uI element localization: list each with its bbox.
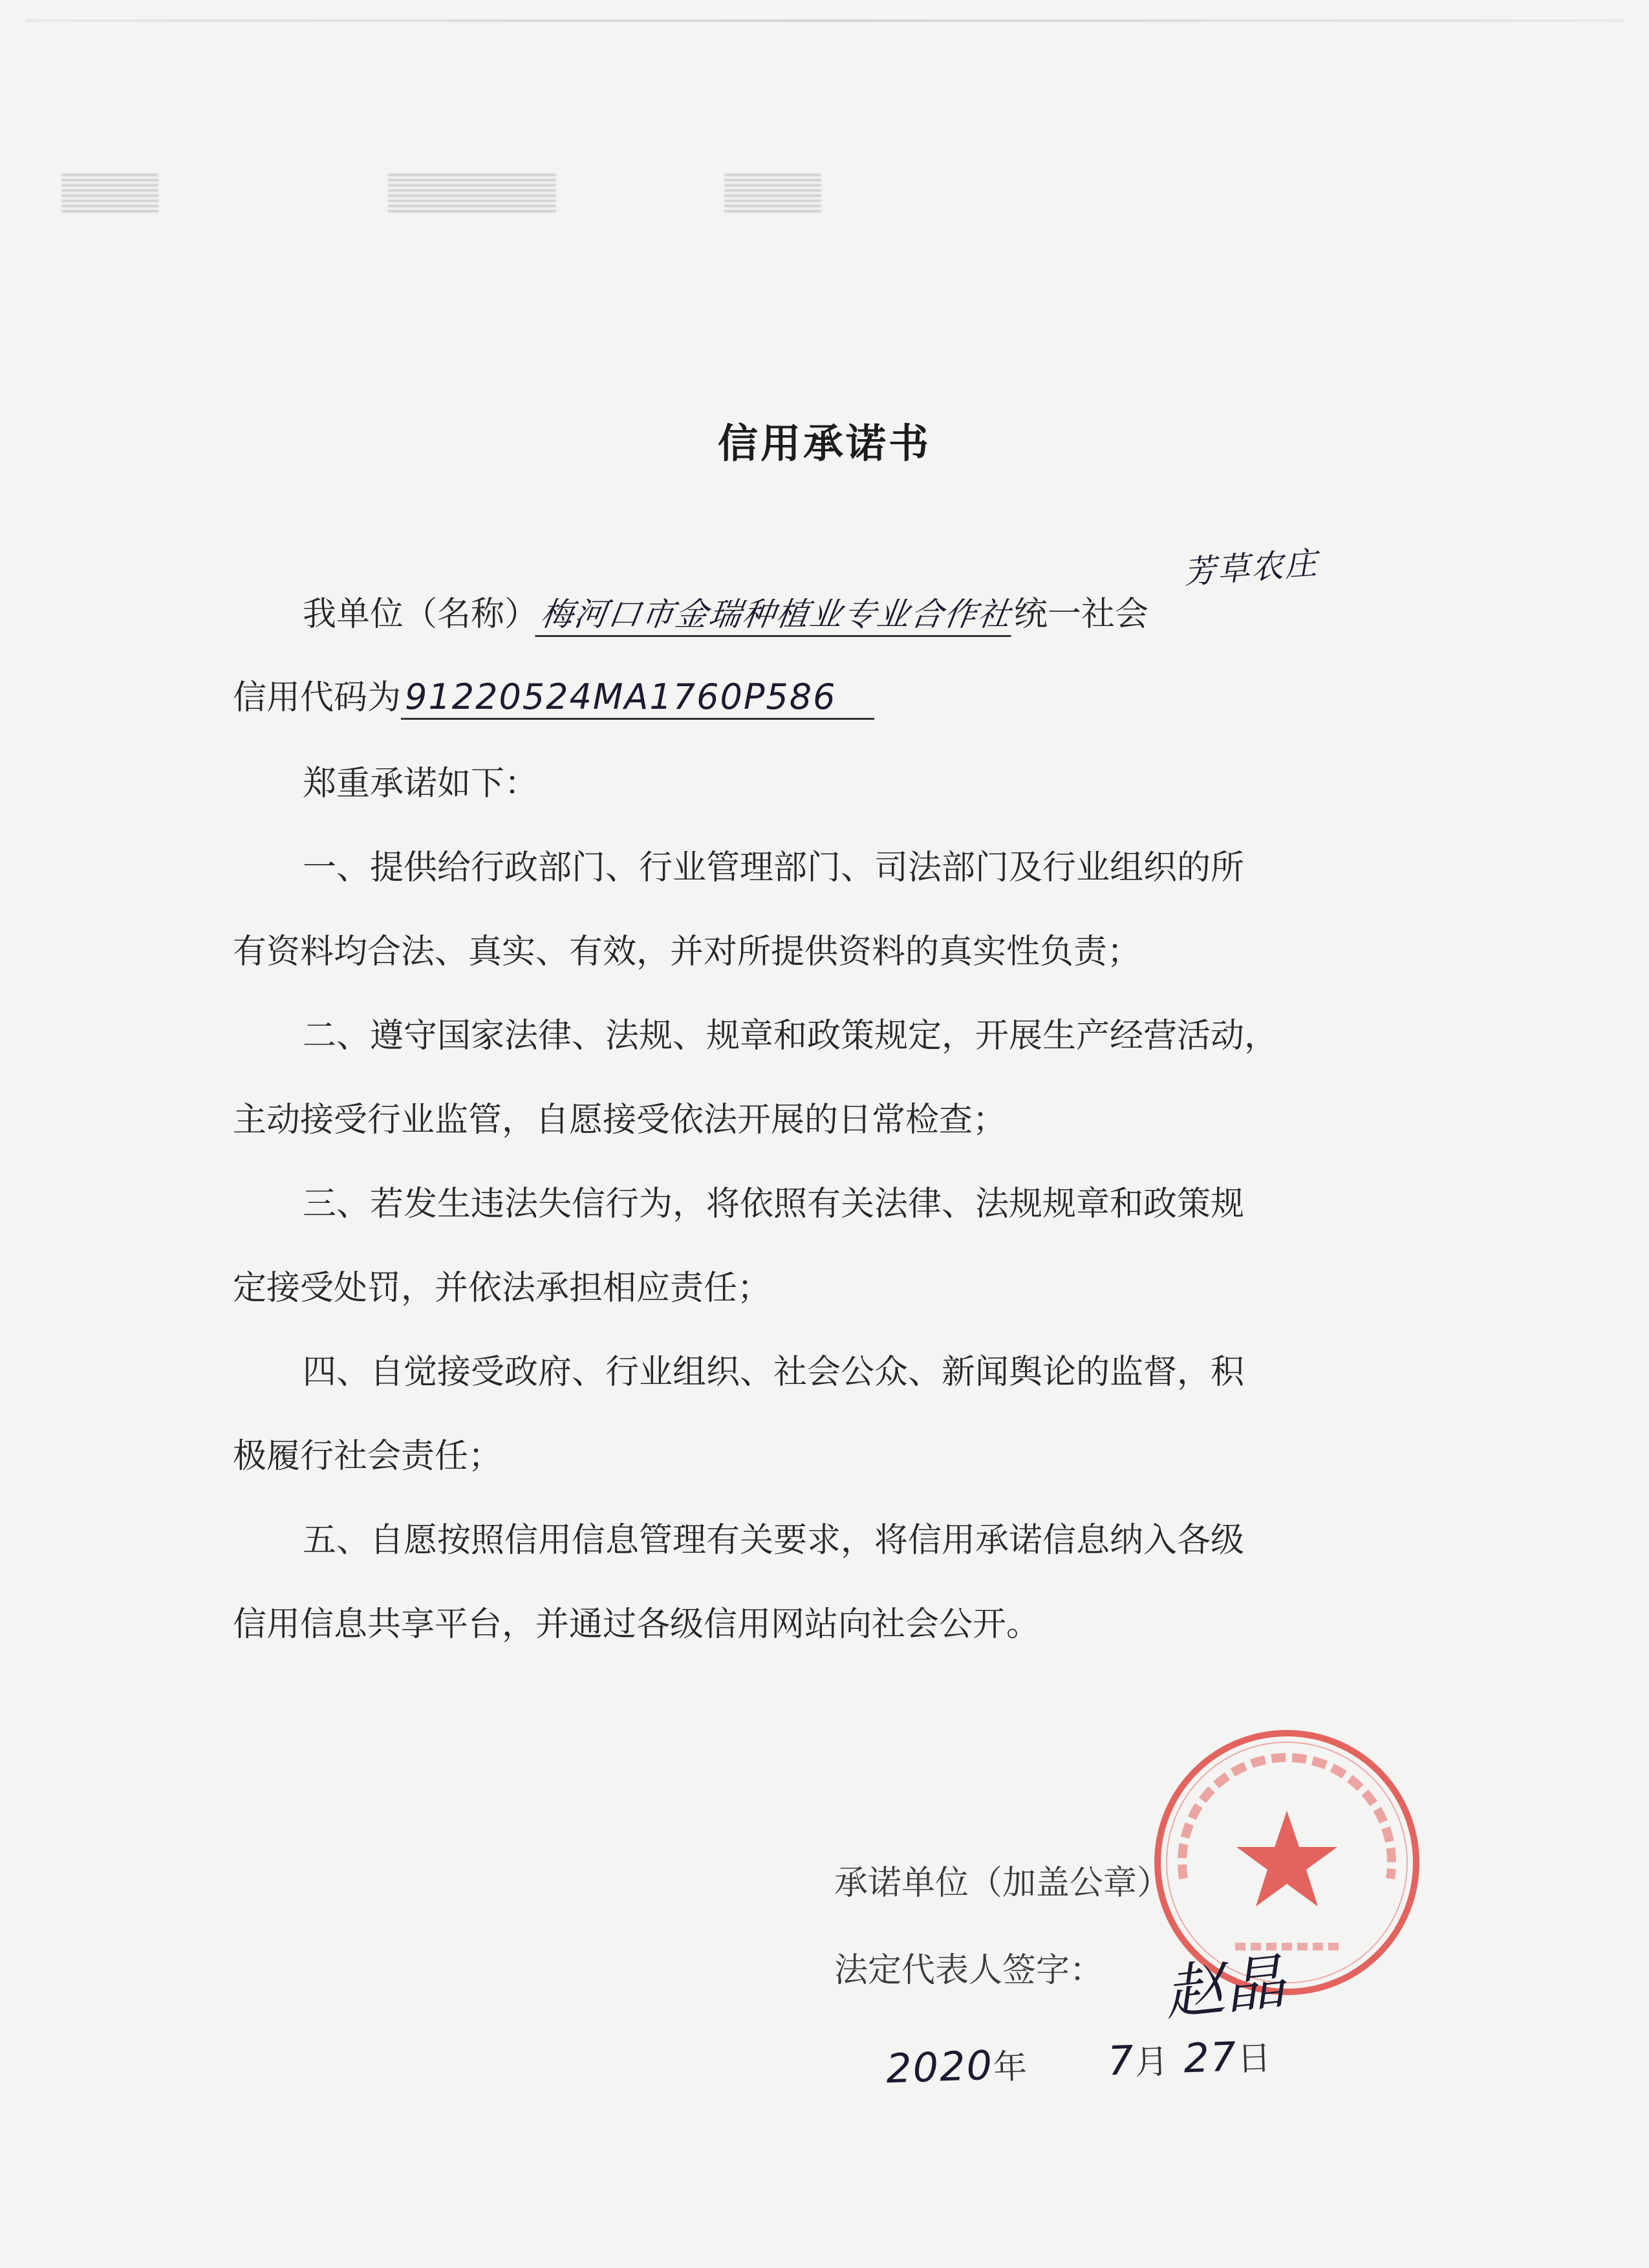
signing-date bbox=[885, 2031, 1273, 2093]
clause-5-line-2: 信用信息共享平台，并通过各级信用网站向社会公开。 bbox=[233, 1605, 1040, 1644]
clause-3-line-2: 定接受处罚，并依法承担相应责任； bbox=[233, 1269, 771, 1308]
company-name-handwritten: 梅河口市金瑞种植业专业合作社 bbox=[535, 594, 1017, 637]
clause-2-line-1: 二、遵守国家法律、法规、规章和政策规定，开展生产经营活动， bbox=[303, 1017, 1278, 1055]
credit-code-line bbox=[233, 676, 874, 720]
credit-code-value: 91220524MA1760P586 bbox=[401, 676, 874, 720]
clause-1-line-1: 一、提供给行政部门、行业管理部门、司法部门及行业组织的所 bbox=[303, 848, 1245, 887]
date-month: 7 bbox=[1106, 2036, 1136, 2085]
lead-text: 郑重承诺如下： bbox=[303, 764, 539, 803]
credit-code-prefix: 信用代码为 bbox=[233, 678, 402, 717]
scan-smudge-2 bbox=[388, 173, 556, 212]
legal-rep-signature: 赵晶 bbox=[1161, 1947, 1289, 2029]
unit-seal-label: 承诺单位（加盖公章） bbox=[834, 1864, 1171, 1903]
intro-suffix: 统一社会 bbox=[1014, 595, 1149, 634]
clause-1-line-2: 有资料均合法、真实、有效，并对所提供资料的真实性负责； bbox=[233, 933, 1141, 971]
date-day: 27 bbox=[1183, 2033, 1238, 2082]
date-year: 2020 bbox=[885, 2041, 995, 2093]
legal-rep-label: 法定代表人签字： bbox=[834, 1951, 1104, 1990]
date-year-unit: 年 bbox=[993, 2047, 1029, 2088]
scan-smudge-1 bbox=[61, 173, 158, 212]
clause-4-line-2: 极履行社会责任； bbox=[233, 1437, 502, 1476]
clause-5-line-1: 五、自愿按照信用信息管理有关要求，将信用承诺信息纳入各级 bbox=[303, 1521, 1245, 1560]
intro-prefix: 我单位（名称） bbox=[303, 595, 539, 634]
clause-2-line-2: 主动接受行业监管，自愿接受依法开展的日常检查； bbox=[233, 1101, 1007, 1139]
date-month-unit: 月 bbox=[1134, 2042, 1170, 2082]
document-title: 信用承诺书 bbox=[717, 420, 931, 467]
scan-smudge-3 bbox=[724, 173, 821, 212]
clause-4-line-1: 四、自觉接受政府、行业组织、社会公众、新闻舆论的监督，积 bbox=[303, 1353, 1245, 1392]
date-day-unit: 日 bbox=[1236, 2038, 1273, 2079]
clause-3-line-1: 三、若发生违法失信行为，将依照有关法律、法规规章和政策规 bbox=[303, 1185, 1245, 1224]
intro-line bbox=[303, 594, 1148, 637]
company-name-extra-handwritten: 芳草农庄 bbox=[1182, 544, 1320, 592]
scan-edge bbox=[26, 19, 1623, 22]
